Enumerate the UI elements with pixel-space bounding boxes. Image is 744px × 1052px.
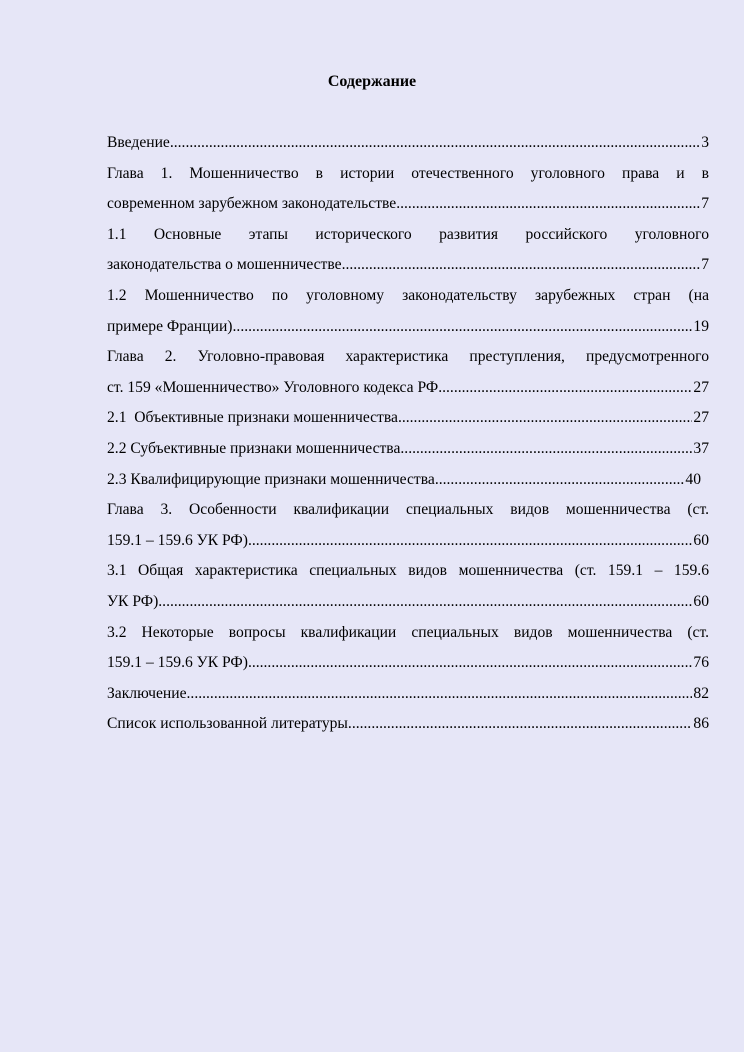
toc-entry-section-2-2[interactable] (107, 434, 709, 465)
toc-page-number: 3 (701, 134, 709, 151)
toc-page-number: 40 (685, 470, 701, 488)
toc-page-number: 27 (693, 409, 709, 427)
toc-entry-introduction[interactable] (107, 128, 709, 159)
toc-entry-text-first-line: Глава 3. Особенности квалификации специальных видов мошенничества (ст. (107, 501, 709, 519)
page-title: Содержание (327, 73, 417, 90)
toc-page-number: 7 (701, 195, 709, 213)
toc-entry-text: ст. 159 «Мошенничество» Уголовного кодекса РФ (107, 378, 439, 396)
dot-leader (187, 679, 693, 710)
dot-leader (248, 526, 692, 557)
toc-page-number: 76 (693, 654, 709, 672)
toc-entry-text-first-line: Глава 2. Уголовно-правовая характеристика преступления, предусмотренного (107, 348, 709, 366)
toc-entry-text: УК РФ) (107, 592, 159, 610)
toc-entry-chapter-3[interactable] (107, 495, 709, 556)
dot-leader (398, 403, 692, 434)
toc-page-number: 37 (693, 439, 709, 457)
toc-entry-text: 2.3 Квалифицирующие признаки мошенничества (107, 470, 435, 488)
toc-entry-text-first-line: 1.1 Основные этапы исторического развития российского уголовного (107, 225, 709, 243)
toc-entry-text-first-line: Глава 1. Мошенничество в истории отечественного уголовного права и в (107, 164, 709, 182)
toc-entry-section-1-1[interactable] (107, 220, 709, 281)
dot-leader (438, 373, 692, 404)
toc-page-number: 60 (693, 592, 709, 610)
toc-entry-section-1-2[interactable] (107, 281, 709, 342)
toc-entry-text: Заключение (107, 684, 187, 702)
toc-page-number: 27 (693, 378, 709, 396)
toc-entry-text: Введение (107, 134, 170, 151)
toc-entry-chapter-1[interactable] (107, 159, 709, 220)
dot-leader (233, 312, 693, 343)
toc-entry-text: законодательства о мошенничестве (107, 256, 342, 274)
dot-leader (248, 648, 692, 679)
table-of-contents (107, 128, 709, 740)
toc-page-number: 86 (693, 715, 709, 733)
toc-entry-text: примере Франции) (107, 317, 233, 335)
dot-leader (400, 434, 692, 465)
dot-leader (170, 128, 700, 159)
toc-page-number: 19 (693, 317, 709, 335)
toc-entry-section-2-1[interactable] (107, 403, 709, 434)
toc-page-number: 7 (701, 256, 709, 274)
dot-leader (342, 250, 701, 281)
toc-entry-text: 159.1 – 159.6 УК РФ) (107, 531, 248, 549)
toc-entry-text: современном зарубежном законодательстве (107, 195, 397, 213)
toc-entry-conclusion[interactable] (107, 679, 709, 710)
toc-entry-chapter-2[interactable] (107, 342, 709, 403)
toc-entry-text-first-line: 3.2 Некоторые вопросы квалификации специальных видов мошенничества (ст. (107, 623, 709, 641)
toc-entry-section-2-3[interactable] (107, 465, 709, 496)
toc-page-number: 60 (693, 531, 709, 549)
toc-entry-text: 2.1 Объективные признаки мошенничества (107, 409, 398, 427)
toc-entry-section-3-2[interactable] (107, 618, 709, 679)
toc-entry-text: Список использованной литературы (107, 715, 348, 733)
toc-entry-section-3-1[interactable] (107, 556, 709, 617)
toc-page-number: 82 (693, 684, 709, 702)
dot-leader (158, 587, 692, 618)
toc-entry-text: 159.1 – 159.6 УК РФ) (107, 654, 248, 672)
dot-leader (435, 465, 685, 496)
dot-leader (396, 189, 700, 220)
toc-entry-bibliography[interactable] (107, 709, 709, 740)
toc-entry-text-first-line: 3.1 Общая характеристика специальных видов мошенничества (ст. 159.1 – 159.6 (107, 562, 709, 580)
toc-entry-text: 2.2 Субъективные признаки мошенничества (107, 439, 401, 457)
toc-entry-text-first-line: 1.2 Мошенничество по уголовному законодательству зарубежных стран (на (107, 286, 709, 304)
dot-leader (348, 709, 692, 740)
